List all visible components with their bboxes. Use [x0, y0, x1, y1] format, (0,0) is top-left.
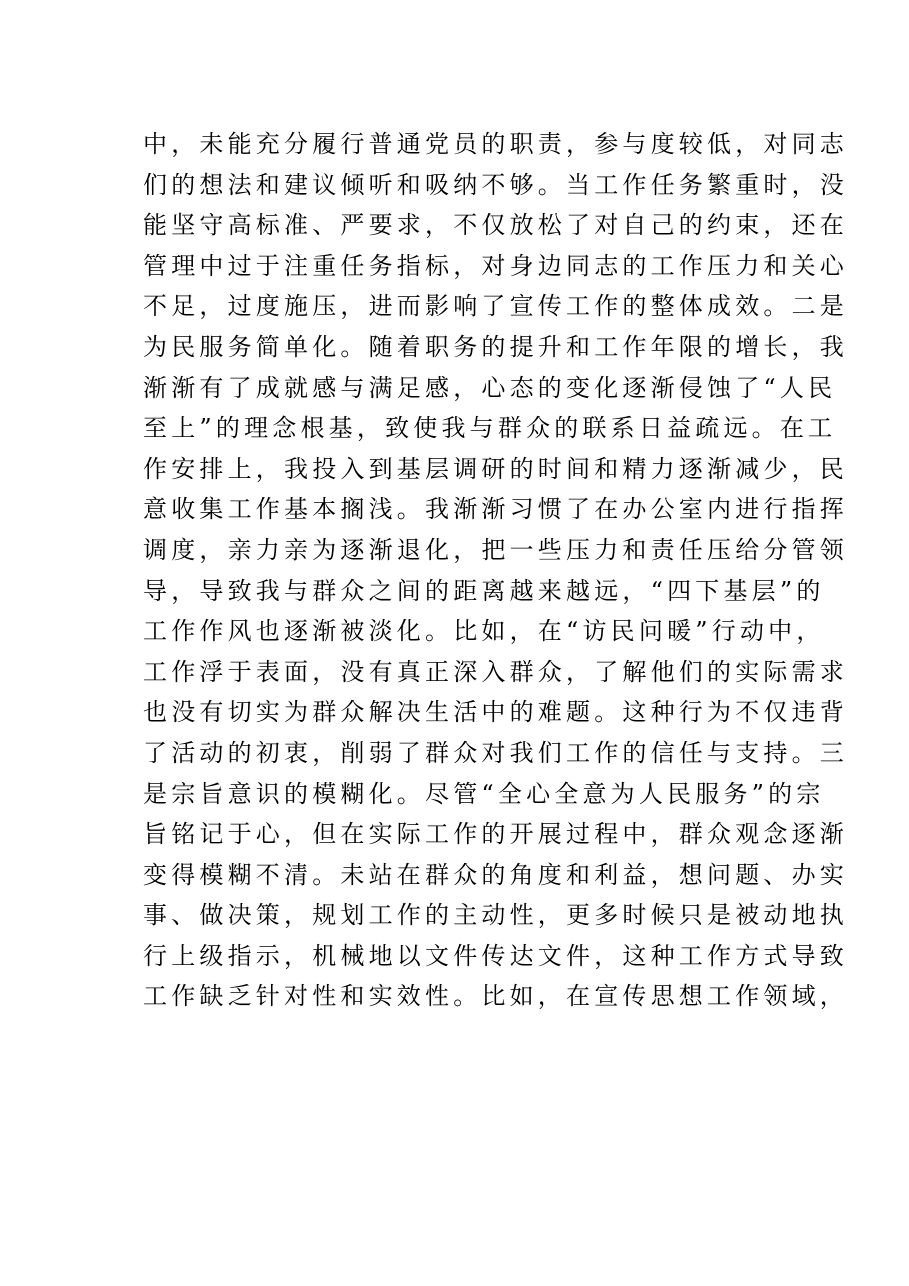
- text-line: 工作浮于表面，没有真正深入群众，了解他们的实际需求: [143, 657, 848, 686]
- text-line: 行上级指示，机械地以文件传达文件，这种工作方式导致: [143, 941, 848, 970]
- text-line: 中，未能充分履行普通党员的职责，参与度较低，对同志: [143, 130, 848, 158]
- text-line: 不足，过度施压，进而影响了宣传工作的整体成效。二是: [143, 292, 848, 321]
- text-line: 变得模糊不清。未站在群众的角度和利益，想问题、办实: [143, 860, 848, 889]
- text-line: 事、做决策，规划工作的主动性，更多时候只是被动地执: [143, 901, 848, 930]
- text-line: 管理中过于注重任务指标，对身边同志的工作压力和关心: [143, 251, 848, 280]
- text-line: 也没有切实为群众解决生活中的难题。这种行为不仅违背: [143, 698, 848, 727]
- text-line: 工作作风也逐渐被淡化。比如，在“访民问暖”行动中，: [143, 617, 825, 646]
- text-line: 至上”的理念根基，致使我与群众的联系日益疏远。在工: [143, 414, 837, 443]
- text-line: 旨铭记于心，但在实际工作的开展过程中，群众观念逐渐: [143, 820, 848, 849]
- text-line: 是宗旨意识的模糊化。尽管“全心全意为人民服务”的宗: [143, 779, 825, 808]
- text-line: 调度，亲力亲为逐渐退化，把一些压力和责任压给分管领: [143, 535, 848, 564]
- text-line: 工作缺乏针对性和实效性。比如，在宣传思想工作领域，: [143, 982, 848, 1011]
- text-line: 们的想法和建议倾听和吸纳不够。当工作任务繁重时，没: [143, 170, 848, 199]
- text-line: 作安排上，我投入到基层调研的时间和精力逐渐减少，民: [143, 454, 848, 483]
- text-line: 导，导致我与群众之间的距离越来越远，“四下基层”的: [143, 576, 825, 605]
- text-line: 为民服务简单化。随着职务的提升和工作年限的增长，我: [143, 332, 848, 361]
- text-line: 渐渐有了成就感与满足感，心态的变化逐渐侵蚀了“人民: [143, 373, 837, 402]
- body-text: [143, 124, 848, 1017]
- text-line: 了活动的初衷，削弱了群众对我们工作的信任与支持。三: [143, 738, 848, 767]
- text-line: 意收集工作基本搁浅。我渐渐习惯了在办公室内进行指挥: [143, 495, 848, 524]
- text-line: 能坚守高标准、严要求，不仅放松了对自己的约束，还在: [143, 211, 848, 240]
